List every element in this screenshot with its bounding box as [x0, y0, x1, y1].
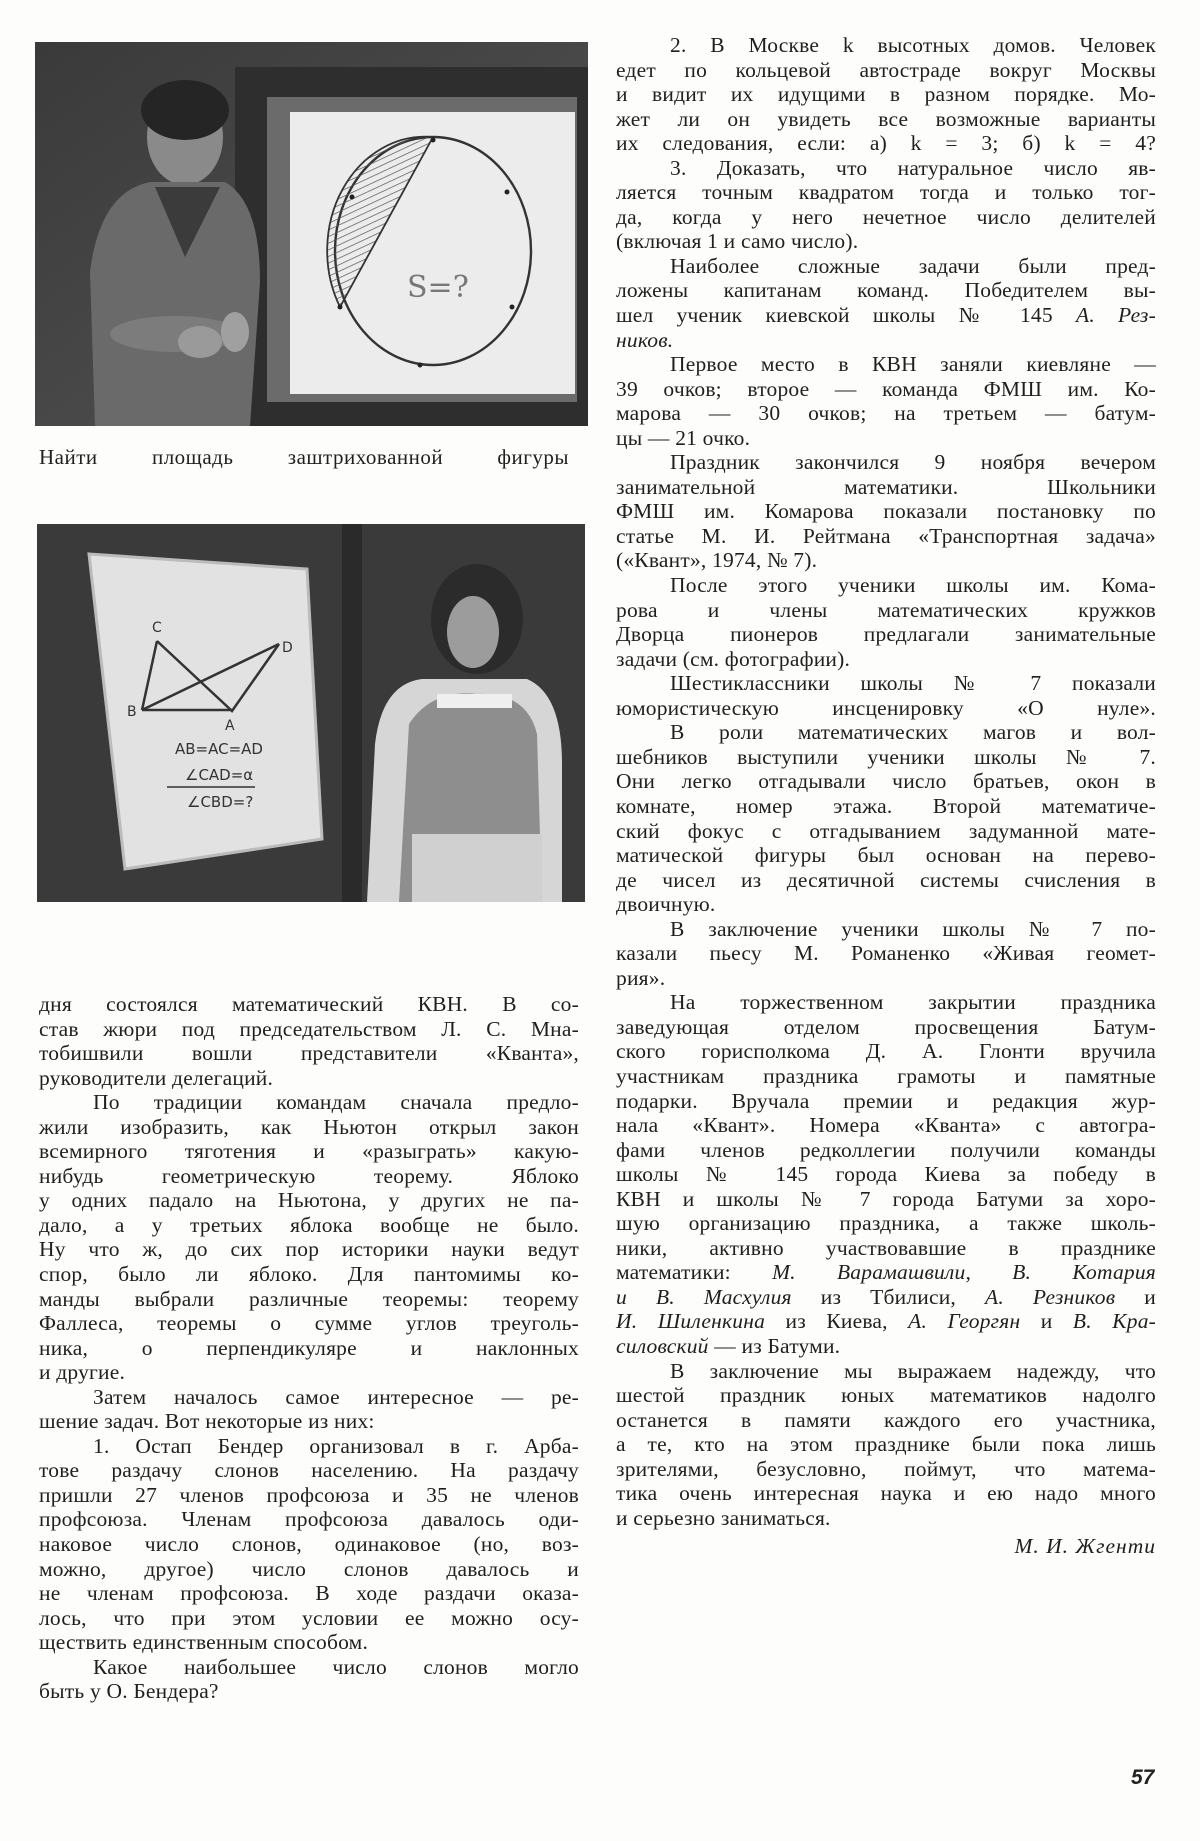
- text-line: шестой праздник юных математиков надолго: [616, 1383, 1156, 1408]
- text-line: шую организацию праздника, а также школь-: [616, 1211, 1156, 1236]
- text-line: подарки. Вручала премии и редакция жур-: [616, 1088, 1156, 1113]
- problem-1-line: можно, другое) число слонов давалось и: [39, 1556, 579, 1581]
- text-line: их следования, если: а) k = 3; б) k = 4?: [616, 131, 1156, 156]
- problem-1-line: пришли 27 членов профсоюза и 35 не членов: [39, 1482, 579, 1507]
- text-line: матической фигуры был основан на перево-: [616, 843, 1156, 868]
- text-line: 39 очков; второе — команда ФМШ им. Ко-: [616, 376, 1156, 401]
- text-line: нала «Квант». Номера «Кванта» с автогра-: [616, 1113, 1156, 1138]
- text-line: заведующая отделом просвещения Батум-: [616, 1014, 1156, 1039]
- text-line: ложены капитанам команд. Победителем вы-: [616, 278, 1156, 303]
- text-fragment: и: [1020, 1309, 1073, 1334]
- problem-3: [616, 156, 1156, 254]
- text-fragment: из Киева,: [765, 1309, 909, 1334]
- text-line: Они легко отгадывали число братьев, окон в: [616, 769, 1156, 794]
- text-line: юмористическую инсценировку «О нуле».: [616, 695, 1156, 720]
- magicians-paragraph: [616, 720, 1156, 916]
- problem-1-line: лось, что при этом условии ее можно осу-: [39, 1605, 579, 1630]
- text-fragment: шел ученик киевской школы № 145: [616, 303, 1076, 328]
- photo-student-triangle-problem: [37, 524, 585, 902]
- text-line: двоичную.: [616, 892, 716, 917]
- author-signature: М. И. Жгенти: [1014, 1534, 1156, 1559]
- problem-1-question: быть у О. Бендера?: [39, 1679, 219, 1704]
- text-line: манды выбрали различные теоремы: теорему: [39, 1286, 579, 1311]
- text-line: ника, о перпендикуляре и наклонных: [39, 1335, 579, 1360]
- text-line: да, когда у него нечетное число делителей: [616, 204, 1156, 229]
- text-line: спор, было ли яблоко. Для пантомимы ко-: [39, 1262, 579, 1287]
- text-line: [616, 1309, 1156, 1334]
- problem-1-line: ществить единственным способом.: [39, 1630, 369, 1655]
- text-line: ники, активно участвовавшие в празднике: [616, 1235, 1156, 1260]
- text-line: КВН и школы № 7 города Батуми за хоро-: [616, 1186, 1156, 1211]
- formula-2: ∠CAD=α: [185, 766, 254, 784]
- photo-1-caption: Найти площадь заштрихованной фигуры: [39, 445, 569, 469]
- text-line: всемирного тяготения и «разыграть» какую-: [39, 1139, 579, 1164]
- text-line: ляется точным квадратом тогда и только тог-: [616, 180, 1156, 205]
- text-line: и другие.: [39, 1360, 126, 1385]
- text-line: руководители делегаций.: [39, 1065, 274, 1090]
- text-line: останется в памяти каждого его участника,: [616, 1407, 1156, 1432]
- participant-names: А. Георгян: [908, 1309, 1021, 1334]
- text-line: жили изобразить, как Ньютон открыл закон: [39, 1114, 579, 1139]
- play-paragraph: [616, 917, 1156, 991]
- photo-student-circle-problem: [35, 42, 588, 426]
- winner-name: ников.: [616, 327, 674, 352]
- text-line: Шестиклассники школы № 7 показали: [670, 671, 1156, 696]
- problem-1-line: наковое число слонов, одинаковое (но, воз-: [39, 1532, 579, 1557]
- text-line: 3. Доказать, что натуральное число яв-: [670, 155, 1156, 180]
- board-label: S=?: [407, 270, 469, 305]
- photo-triangle-illustration: [37, 524, 585, 902]
- text-line: ского горисполкома Д. А. Глонти вручила: [616, 1039, 1156, 1064]
- text-line: дало, а у третьих яблока вообще не было.: [39, 1212, 579, 1237]
- participant-names: А. Резников: [985, 1284, 1116, 1309]
- text-line: фами членов редколлегии получили команды: [616, 1137, 1156, 1162]
- text-line: Фаллеса, теоремы о сумме углов треуголь-: [39, 1311, 579, 1336]
- problem-2: [616, 33, 1156, 156]
- text-line: тика очень интересная наука и ею надо много: [616, 1481, 1156, 1506]
- text-line: школы № 145 города Киева за победу в: [616, 1162, 1156, 1187]
- problem-1-line: тове раздачу слонов населению. На раздачу: [39, 1458, 579, 1483]
- photo-circle-illustration: [35, 42, 588, 426]
- text-line: жет ли он увидеть все возможные варианты: [616, 106, 1156, 131]
- text-fragment: математики:: [616, 1260, 773, 1285]
- page-number: 57: [1131, 1766, 1155, 1789]
- point-label-d: D: [282, 640, 293, 656]
- sixth-grade-paragraph: [616, 671, 1156, 720]
- results-paragraph: [616, 352, 1156, 450]
- problem-1-question: Какое наибольшее число слонов могло: [93, 1654, 579, 1679]
- text-line: [616, 303, 1156, 328]
- closing-paragraph: [616, 990, 1156, 1358]
- problem-1-line: 1. Остап Бендер организовал в г. Арба-: [93, 1433, 579, 1458]
- participant-names: и В. Масхулия: [616, 1284, 792, 1309]
- text-line: (включая 1 и само число).: [616, 229, 859, 254]
- text-line: казали пьесу М. Романенко «Живая геомет-: [616, 941, 1156, 966]
- participant-names: М. Варамашвили, В. Котария: [772, 1260, 1156, 1285]
- participant-names: В. Кра-: [1072, 1309, 1157, 1334]
- text-line: участникам праздника грамоты и памятные: [616, 1063, 1156, 1088]
- left-column-article-text: [39, 992, 579, 1704]
- point-label-c: C: [152, 620, 162, 636]
- text-line: ский фокус с отгадыванием задуманной мате-: [616, 818, 1156, 843]
- text-line: цы — 21 очко.: [616, 425, 751, 450]
- text-line: рова и члены математических кружков: [616, 597, 1156, 622]
- text-line: шебников выступили ученики школы № 7.: [616, 744, 1156, 769]
- text-line: рия».: [616, 965, 666, 990]
- text-line: едет по кольцевой автостраде вокруг Москвы: [616, 57, 1156, 82]
- participant-names: И. Шиленкина: [616, 1309, 766, 1334]
- winner-name: А. Рез-: [1075, 303, 1156, 328]
- text-fragment: — из Батуми.: [708, 1333, 841, 1358]
- text-line: дня состоялся математический КВН. В со-: [39, 992, 579, 1016]
- problem-1-line: не членам профсоюза. В ходе раздачи оказа-: [39, 1581, 579, 1606]
- text-line: 2. В Москве k высотных домов. Человек: [670, 33, 1156, 57]
- text-line: и видит их идущими в разном порядке. Мо-: [616, 82, 1156, 107]
- text-line: комнате, номер этажа. Второй математиче-: [616, 793, 1156, 818]
- text-line: а те, кто на этом празднике были пока лишь: [616, 1432, 1156, 1457]
- text-line: у одних падало на Ньютона, у других не па-: [39, 1188, 579, 1213]
- text-line: ФМШ им. Комарова показали постановку по: [616, 499, 1156, 524]
- captains-paragraph: [616, 254, 1156, 352]
- text-line: марова — 30 очков; на третьем — батум-: [616, 401, 1156, 426]
- formula-1: AB=AC=AD: [175, 740, 263, 758]
- text-line: Дворца пионеров предлагали занимательные: [616, 622, 1156, 647]
- text-line: став жюри под председательством Л. С. Мна-: [39, 1016, 579, 1041]
- text-line: В заключение мы выражаем надежду, что: [670, 1358, 1156, 1383]
- conclusion-paragraph: [616, 1359, 1156, 1531]
- text-line: шение задач. Вот некоторые из них:: [39, 1409, 375, 1434]
- text-line: нибудь геометрическую теорему. Яблоко: [39, 1163, 579, 1188]
- text-line: В заключение ученики школы № 7 по-: [670, 916, 1156, 941]
- after-paragraph: [616, 573, 1156, 671]
- point-label-b: B: [127, 704, 137, 720]
- problem-1-line: профсоюза. Членам профсоюза давалось оди-: [39, 1507, 579, 1532]
- point-label-a: A: [225, 718, 235, 734]
- text-line: зрителями, безусловно, поймут, что матема-: [616, 1456, 1156, 1481]
- text-line: [616, 1260, 1156, 1285]
- text-line: («Квант», 1974, № 7).: [616, 548, 818, 573]
- text-line: Затем началось самое интересное — ре-: [93, 1384, 579, 1409]
- text-line: де чисел из десятичной системы счисления в: [616, 867, 1156, 892]
- right-column-article-text: [616, 33, 1156, 1559]
- text-line: Первое место в КВН заняли киевляне —: [670, 352, 1156, 377]
- participant-names: силовский: [616, 1333, 709, 1358]
- text-line: После этого ученики школы им. Кома-: [670, 573, 1156, 598]
- text-line: [616, 1334, 1156, 1359]
- text-line: и серьезно заниматься.: [616, 1505, 831, 1530]
- text-line: статье М. И. Рейтмана «Транспортная задача»: [616, 523, 1156, 548]
- text-line: По традиции командам сначала предло-: [93, 1090, 579, 1115]
- text-line: тобишвили вошли представители «Кванта»,: [39, 1041, 579, 1066]
- text-line: задачи (см. фотографии).: [616, 646, 851, 671]
- text-line: Праздник закончился 9 ноября вечером: [670, 450, 1156, 475]
- text-line: занимательной математики. Школьники: [616, 474, 1156, 499]
- text-fragment: из Тбилиси,: [791, 1284, 986, 1309]
- text-line: [616, 1285, 1156, 1310]
- text-line: Ну что ж, до сих пор историки науки ведут: [39, 1237, 579, 1262]
- text-line: Наиболее сложные задачи были пред-: [670, 253, 1156, 278]
- formula-3: ∠CBD=?: [187, 793, 254, 811]
- evening-paragraph: [616, 450, 1156, 573]
- text-line: В роли математических магов и вол-: [670, 720, 1156, 745]
- text-line: На торжественном закрытии праздника: [670, 990, 1156, 1015]
- text-fragment: и: [1115, 1284, 1156, 1309]
